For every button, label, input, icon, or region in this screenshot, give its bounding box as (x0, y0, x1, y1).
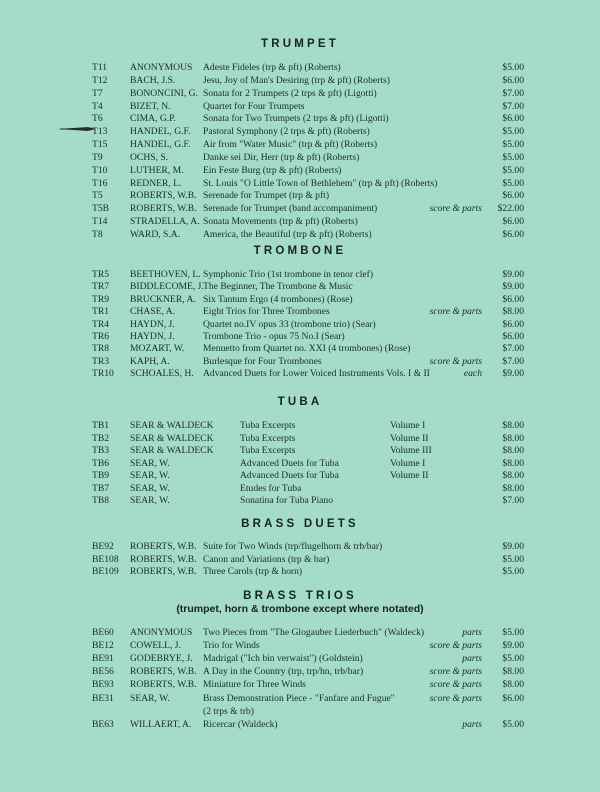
item-title: Sonata Movements (trp & pft) (Roberts) (203, 216, 358, 227)
item-code: BE60 (92, 627, 114, 638)
item-volume: Volume III (390, 445, 432, 456)
item-title: Sonatina for Tuba Piano (240, 495, 334, 506)
item-title: Etudes for Tuba (240, 483, 302, 494)
item-price: $9.00 (502, 269, 524, 280)
item-composer: ROBERTS, W.B. (130, 566, 197, 577)
item-price: $9.00 (502, 368, 524, 379)
item-code: T4 (92, 101, 103, 112)
item-title: Ein Feste Burg (trp & pft) (Roberts) (203, 165, 342, 176)
catalog-row (0, 343, 600, 355)
catalog-row (0, 165, 600, 177)
item-title: The Beginner, The Trombone & Music (203, 281, 353, 292)
item-title: Danke sei Dir, Herr (trp & pft) (Roberts) (203, 152, 360, 163)
section-title-trombone: TROMBONE (253, 245, 347, 257)
item-composer: MOZART, W. (130, 343, 185, 354)
item-title: Suite for Two Winds (trp/flugelhorn & trb/bar) (203, 541, 383, 552)
catalog-row (0, 433, 600, 445)
item-title: Sonata for 2 Trumpets (2 trps & pft) (Ligotti) (203, 88, 377, 99)
item-title: Serenade for Trumpet (trp & pft) (203, 190, 330, 201)
item-price: $6.00 (502, 294, 524, 305)
item-code: TB6 (92, 458, 110, 469)
section-title-trumpet: TRUMPET (261, 38, 339, 50)
catalog-row (0, 62, 600, 74)
item-title: Quartet for Four Trumpets (203, 101, 305, 112)
item-composer: BIZET, N. (130, 101, 171, 112)
item-composer: GODEBRYE, J. (130, 653, 193, 664)
item-composer: SEAR & WALDECK (130, 420, 214, 431)
item-price: $7.00 (502, 356, 524, 367)
item-composer: OCHS, S. (130, 152, 169, 163)
item-code: TR10 (92, 368, 114, 379)
item-title: Three Carols (trp & horn) (203, 566, 303, 577)
item-title: Advanced Duets for Tuba (240, 458, 339, 469)
item-price: $8.00 (502, 483, 524, 494)
catalog-row (0, 356, 600, 368)
item-composer: ROBERTS, W.B. (130, 679, 197, 690)
section-title-brass-duets: BRASS DUETS (241, 518, 359, 530)
item-price: $6.00 (502, 229, 524, 240)
catalog-row (0, 445, 600, 457)
item-code: TB1 (92, 420, 110, 431)
item-code: TR6 (92, 331, 110, 342)
item-note: score & parts (429, 356, 482, 367)
item-price: $8.00 (502, 458, 524, 469)
item-price: $9.00 (502, 541, 524, 552)
item-title: Tuba Excerpts (240, 445, 296, 456)
item-code: TR3 (92, 356, 110, 367)
item-code: T7 (92, 88, 103, 99)
item-title: Six Tantum Ergo (4 trombones) (Rose) (203, 294, 353, 305)
catalog-row (0, 653, 600, 665)
item-code: TB3 (92, 445, 110, 456)
item-title: Tuba Excerpts (240, 420, 296, 431)
item-price: $7.00 (502, 343, 524, 354)
item-title: Brass Demonstration Piece - "Fanfare and Fugue" (203, 693, 395, 704)
item-composer: BIDDLECOME, J. (130, 281, 204, 292)
item-composer: HAYDN, J. (130, 331, 175, 342)
item-title: Advanced Duets for Lower Voiced Instruments Vols. I & II (203, 368, 430, 379)
catalog-row (0, 541, 600, 553)
item-composer: ROBERTS, W.B. (130, 541, 197, 552)
item-price: $5.00 (502, 139, 524, 150)
item-code: BE12 (92, 640, 114, 651)
item-code: BE109 (92, 566, 119, 577)
item-code: T11 (92, 62, 108, 73)
item-title: Advanced Duets for Tuba (240, 470, 339, 481)
item-code: TB7 (92, 483, 110, 494)
item-price: $5.00 (502, 152, 524, 163)
item-composer: SEAR, W. (130, 495, 170, 506)
item-title-continued: (2 trps & trb) (203, 706, 254, 717)
item-code: BE56 (92, 666, 114, 677)
item-composer: CIMA, G.P. (130, 113, 176, 124)
catalog-row (0, 216, 600, 228)
catalog-row (0, 269, 600, 281)
catalog-row (0, 294, 600, 306)
item-volume: Volume II (390, 433, 429, 444)
item-price: $6.00 (502, 75, 524, 86)
item-composer: SEAR, W. (130, 458, 170, 469)
catalog-row (0, 306, 600, 318)
item-code: TB2 (92, 433, 110, 444)
item-code: BE91 (92, 653, 114, 664)
item-code: BE92 (92, 541, 114, 552)
item-code: T6 (92, 113, 103, 124)
item-price: $8.00 (502, 679, 524, 690)
item-note: parts (462, 653, 482, 664)
catalog-row (0, 483, 600, 495)
catalog-row (0, 495, 600, 507)
item-composer: ROBERTS, W.B. (130, 203, 197, 214)
item-title: Burlesque for Four Trombones (203, 356, 322, 367)
item-code: T9 (92, 152, 103, 163)
item-note: score & parts (429, 666, 482, 677)
catalog-row (0, 719, 600, 731)
item-code: BE93 (92, 679, 114, 690)
item-title: Quartet no.IV opus 33 (trombone trio) (Sear) (203, 319, 376, 330)
item-title: Tuba Excerpts (240, 433, 296, 444)
item-composer: HAYDN, J. (130, 319, 175, 330)
item-composer: SEAR & WALDECK (130, 433, 214, 444)
item-volume: Volume II (390, 470, 429, 481)
item-price: $8.00 (502, 470, 524, 481)
item-volume: Volume I (390, 458, 426, 469)
item-price: $6.00 (502, 319, 524, 330)
item-composer: ROBERTS, W.B. (130, 190, 197, 201)
item-note: score & parts (429, 679, 482, 690)
item-composer: BRUCKNER, A. (130, 294, 196, 305)
item-title: Menuetto from Quartet no. XXI (4 trombones) (Rose) (203, 343, 411, 354)
catalog-row (0, 420, 600, 432)
item-code: T12 (92, 75, 108, 86)
item-price: $7.00 (502, 495, 524, 506)
catalog-row (0, 319, 600, 331)
catalog-row (0, 113, 600, 125)
item-composer: ROBERTS, W.B. (130, 554, 197, 565)
item-title: Jesu, Joy of Man's Desiring (trp & pft) (Roberts) (203, 75, 390, 86)
item-composer: ANONYMOUS (130, 62, 193, 73)
catalog-row (0, 566, 600, 578)
item-note: parts (462, 719, 482, 730)
item-title: Air from "Water Music" (trp & pft) (Roberts) (203, 139, 378, 150)
catalog-row (0, 640, 600, 652)
item-note: each (463, 368, 482, 379)
item-code: TR7 (92, 281, 110, 292)
item-composer: HANDEL, G.F. (130, 126, 191, 137)
item-price: $6.00 (502, 331, 524, 342)
section-title-brass-trios: BRASS TRIOS (243, 590, 357, 602)
item-price: $9.00 (502, 640, 524, 651)
item-title: Miniature for Three Winds (203, 679, 306, 690)
catalog-row (0, 203, 600, 215)
item-composer: BONONCINI, G. (130, 88, 198, 99)
item-price: $6.00 (502, 216, 524, 227)
item-composer: WILLAERT, A. (130, 719, 192, 730)
item-code: T10 (92, 165, 108, 176)
catalog-row (0, 666, 600, 678)
catalog-row (0, 139, 600, 151)
item-price: $8.00 (502, 306, 524, 317)
item-price: $22.00 (497, 203, 524, 214)
item-composer: ROBERTS, W.B. (130, 666, 197, 677)
item-code: T15 (92, 139, 108, 150)
item-composer: SCHOALES, H. (130, 368, 194, 379)
item-composer: BACH, J.S. (130, 75, 176, 86)
item-price: $5.00 (502, 62, 524, 73)
item-price: $5.00 (502, 165, 524, 176)
item-title: St. Louis "O Little Town of Bethlehem" (trp & pft) (Roberts) (203, 178, 438, 189)
item-composer: KAPH, A. (130, 356, 170, 367)
item-title: Pastoral Symphony (2 trps & pft) (Roberts) (203, 126, 370, 137)
item-composer: CHASE, A. (130, 306, 176, 317)
item-price: $5.00 (502, 719, 524, 730)
item-price: $6.00 (502, 190, 524, 201)
catalog-row (0, 190, 600, 202)
item-price: $8.00 (502, 420, 524, 431)
item-title: Canon and Variations (trp & bar) (203, 554, 330, 565)
item-code: BE63 (92, 719, 114, 730)
item-note: score & parts (429, 306, 482, 317)
item-title: Adeste Fideles (trp & pft) (Roberts) (203, 62, 341, 73)
item-code: BE108 (92, 554, 119, 565)
item-title: A Day in the Country (trp, trp/hn, trb/bar) (203, 666, 364, 677)
item-price: $5.00 (502, 126, 524, 137)
item-price: $8.00 (502, 666, 524, 677)
item-composer: SEAR, W. (130, 483, 170, 494)
item-price: $7.00 (502, 101, 524, 112)
catalog-row (0, 88, 600, 100)
catalog-row (0, 331, 600, 343)
item-composer: REDNER, L. (130, 178, 182, 189)
item-code: TR5 (92, 269, 110, 280)
item-code: TR1 (92, 306, 110, 317)
item-code: T5B (92, 203, 110, 214)
item-code: TB8 (92, 495, 110, 506)
item-code: T13 (92, 126, 108, 137)
item-code: BE31 (92, 693, 114, 704)
item-code: T5 (92, 190, 103, 201)
item-price: $9.00 (502, 281, 524, 292)
catalog-row (0, 152, 600, 164)
item-code: T16 (92, 178, 108, 189)
item-title: Two Pieces from "The Glogauber Liederbuch" (Waldeck) (203, 627, 425, 638)
item-composer: ANONYMOUS (130, 627, 193, 638)
item-code: TR4 (92, 319, 110, 330)
item-price: $5.00 (502, 178, 524, 189)
item-code: TR9 (92, 294, 110, 305)
catalog-row (0, 679, 600, 691)
item-code: TR8 (92, 343, 110, 354)
catalog-row (0, 101, 600, 113)
item-composer: BEETHOVEN, L. (130, 269, 201, 280)
item-composer: LUTHER, M. (130, 165, 184, 176)
item-code: T8 (92, 229, 103, 240)
catalog-row-continuation (0, 706, 600, 718)
item-composer: COWELL, J. (130, 640, 181, 651)
item-composer: STRADELLA, A. (130, 216, 200, 227)
item-price: $5.00 (502, 554, 524, 565)
item-price: $6.00 (502, 693, 524, 704)
catalog-row (0, 281, 600, 293)
item-note: score & parts (429, 203, 482, 214)
catalog-row (0, 75, 600, 87)
item-title: Trombone Trio - opus 75 No.I (Sear) (203, 331, 345, 342)
item-composer: SEAR, W. (130, 470, 170, 481)
item-code: TB9 (92, 470, 110, 481)
item-title: Madrigal ("Ich bin verwaist") (Goldstein) (203, 653, 363, 664)
item-title: Ricercar (Waldeck) (203, 719, 278, 730)
item-note: parts (462, 627, 482, 638)
catalog-row (0, 229, 600, 241)
item-title: America, the Beautiful (trp & pft) (Roberts) (203, 229, 372, 240)
item-composer: SEAR, W. (130, 693, 170, 704)
section-title-tuba: TUBA (277, 396, 323, 408)
catalog-row (0, 178, 600, 190)
item-title: Trio for Winds (203, 640, 260, 651)
catalog-row (0, 554, 600, 566)
catalog-row (0, 368, 600, 380)
item-volume: Volume I (390, 420, 426, 431)
catalog-row (0, 126, 600, 138)
catalog-row (0, 458, 600, 470)
item-price: $8.00 (502, 433, 524, 444)
item-title: Serenade for Trumpet (band accompaniment) (203, 203, 378, 214)
item-composer: HANDEL, G.F. (130, 139, 191, 150)
catalog-row (0, 693, 600, 705)
item-note: score & parts (429, 640, 482, 651)
item-price: $7.00 (502, 88, 524, 99)
item-code: T14 (92, 216, 108, 227)
item-title: Symphonic Trio (1st trombone in tenor clef) (203, 269, 374, 280)
item-title: Eight Trios for Three Trombones (203, 306, 330, 317)
item-price: $5.00 (502, 653, 524, 664)
catalog-row (0, 627, 600, 639)
item-title: Sonata for Two Trumpets (2 trps & pft) (Ligotti) (203, 113, 389, 124)
catalog-row (0, 470, 600, 482)
section-subtitle-brass-trios: (trumpet, horn & trombone except where notated) (176, 603, 424, 615)
item-price: $5.00 (502, 566, 524, 577)
item-price: $8.00 (502, 445, 524, 456)
item-price: $6.00 (502, 113, 524, 124)
item-note: score & parts (429, 693, 482, 704)
item-composer: SEAR & WALDECK (130, 445, 214, 456)
item-composer: WARD, S.A. (130, 229, 181, 240)
item-price: $5.00 (502, 627, 524, 638)
